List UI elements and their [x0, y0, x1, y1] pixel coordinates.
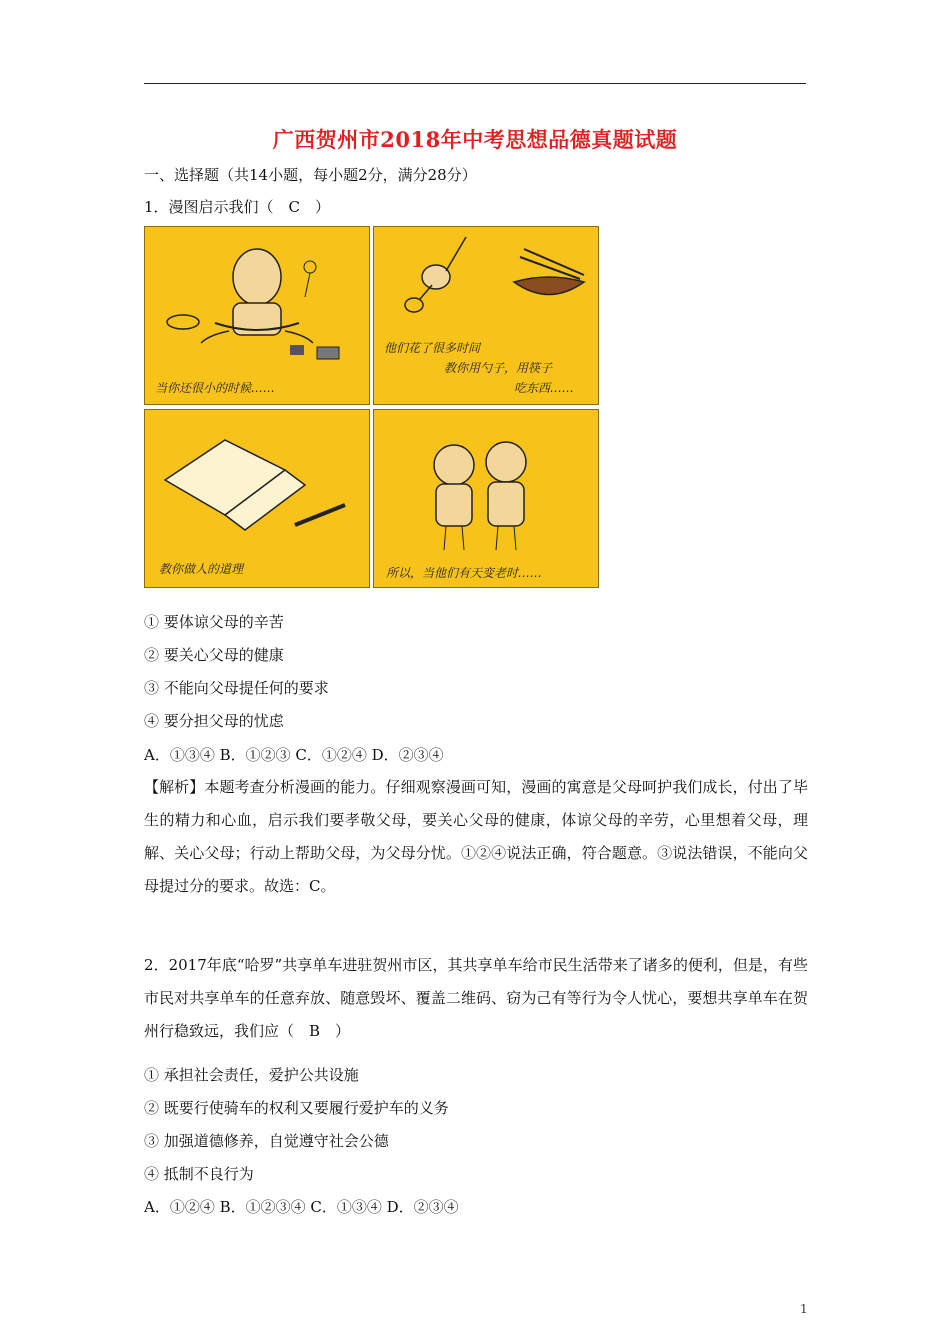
- comic-panel-book: [144, 409, 370, 588]
- q1-stem: 1．漫图启示我们（ C ）: [144, 198, 331, 216]
- comic-panel-utensils: [373, 226, 599, 405]
- document-title: 广西贺州市2018年中考思想品德真题试题: [272, 127, 678, 152]
- comic-caption: 他们花了很多时间: [384, 341, 481, 355]
- comic-caption: 教你用勺子，用筷子: [444, 361, 553, 375]
- page-number: 1: [800, 1302, 808, 1316]
- comic-panel-baby: [144, 226, 370, 405]
- comic-caption: 教你做人的道理: [159, 562, 244, 576]
- analysis-text: 本题考查分析漫画的能力。仔细观察漫画可知，漫画的寓意是父母呵护我们成长，付出了毕生的精力和心血，启示我们要孝敬父母，要关心父母的健康，体谅父母的辛劳，心里想着父母，理解、关心父母；行动上帮助父母，为父母分忧。①②④说法正确，符合题意。③说法错误，不能向父母提过分的要求。故选：C。: [144, 778, 808, 895]
- q1-option: ② 要关心父母的健康: [144, 646, 284, 664]
- q1-option: ④ 要分担父母的忧虑: [144, 712, 284, 730]
- comic-figure: [144, 226, 600, 588]
- q2-choices: A．①②④ B．①②③④ C．①③④ D．②③④: [144, 1198, 459, 1216]
- comic-panel-elderly: [373, 409, 599, 588]
- q2-stem: 2．2017年底“哈罗”共享单车进驻贺州市区，其共享单车给市民生活带来了诸多的便利，但是，有些市民对共享单车的任意弃放、随意毁坏、覆盖二维码、窃为己有等行为令人忧心，要想共享单车在贺州行稳致远，我们应（ B ）: [144, 956, 808, 1040]
- q1-option: ③ 不能向父母提任何的要求: [144, 679, 329, 697]
- q1-option: ① 要体谅父母的辛苦: [144, 613, 284, 631]
- q2-option: ② 既要行使骑车的权利又要履行爱护车的义务: [144, 1099, 449, 1117]
- comic-caption: 当你还很小的时候……: [155, 381, 276, 395]
- q1-choices: A．①③④ B．①②③ C．①②④ D．②③④: [144, 746, 444, 764]
- comic-caption: 所以，当他们有天变老时……: [386, 566, 543, 580]
- section-heading: 一、选择题（共14小题，每小题2分，满分28分）: [144, 166, 477, 184]
- analysis-label: 【解析】: [144, 778, 205, 796]
- q2-option: ④ 抵制不良行为: [144, 1165, 254, 1183]
- q2-option: ① 承担社会责任，爱护公共设施: [144, 1066, 359, 1084]
- q2-option: ③ 加强道德修养，自觉遵守社会公德: [144, 1132, 389, 1150]
- comic-caption: 吃东西……: [514, 381, 575, 395]
- header-rule: [144, 83, 806, 84]
- q1-analysis: [144, 771, 808, 903]
- elderly-parents-drawing-icon: [374, 410, 600, 589]
